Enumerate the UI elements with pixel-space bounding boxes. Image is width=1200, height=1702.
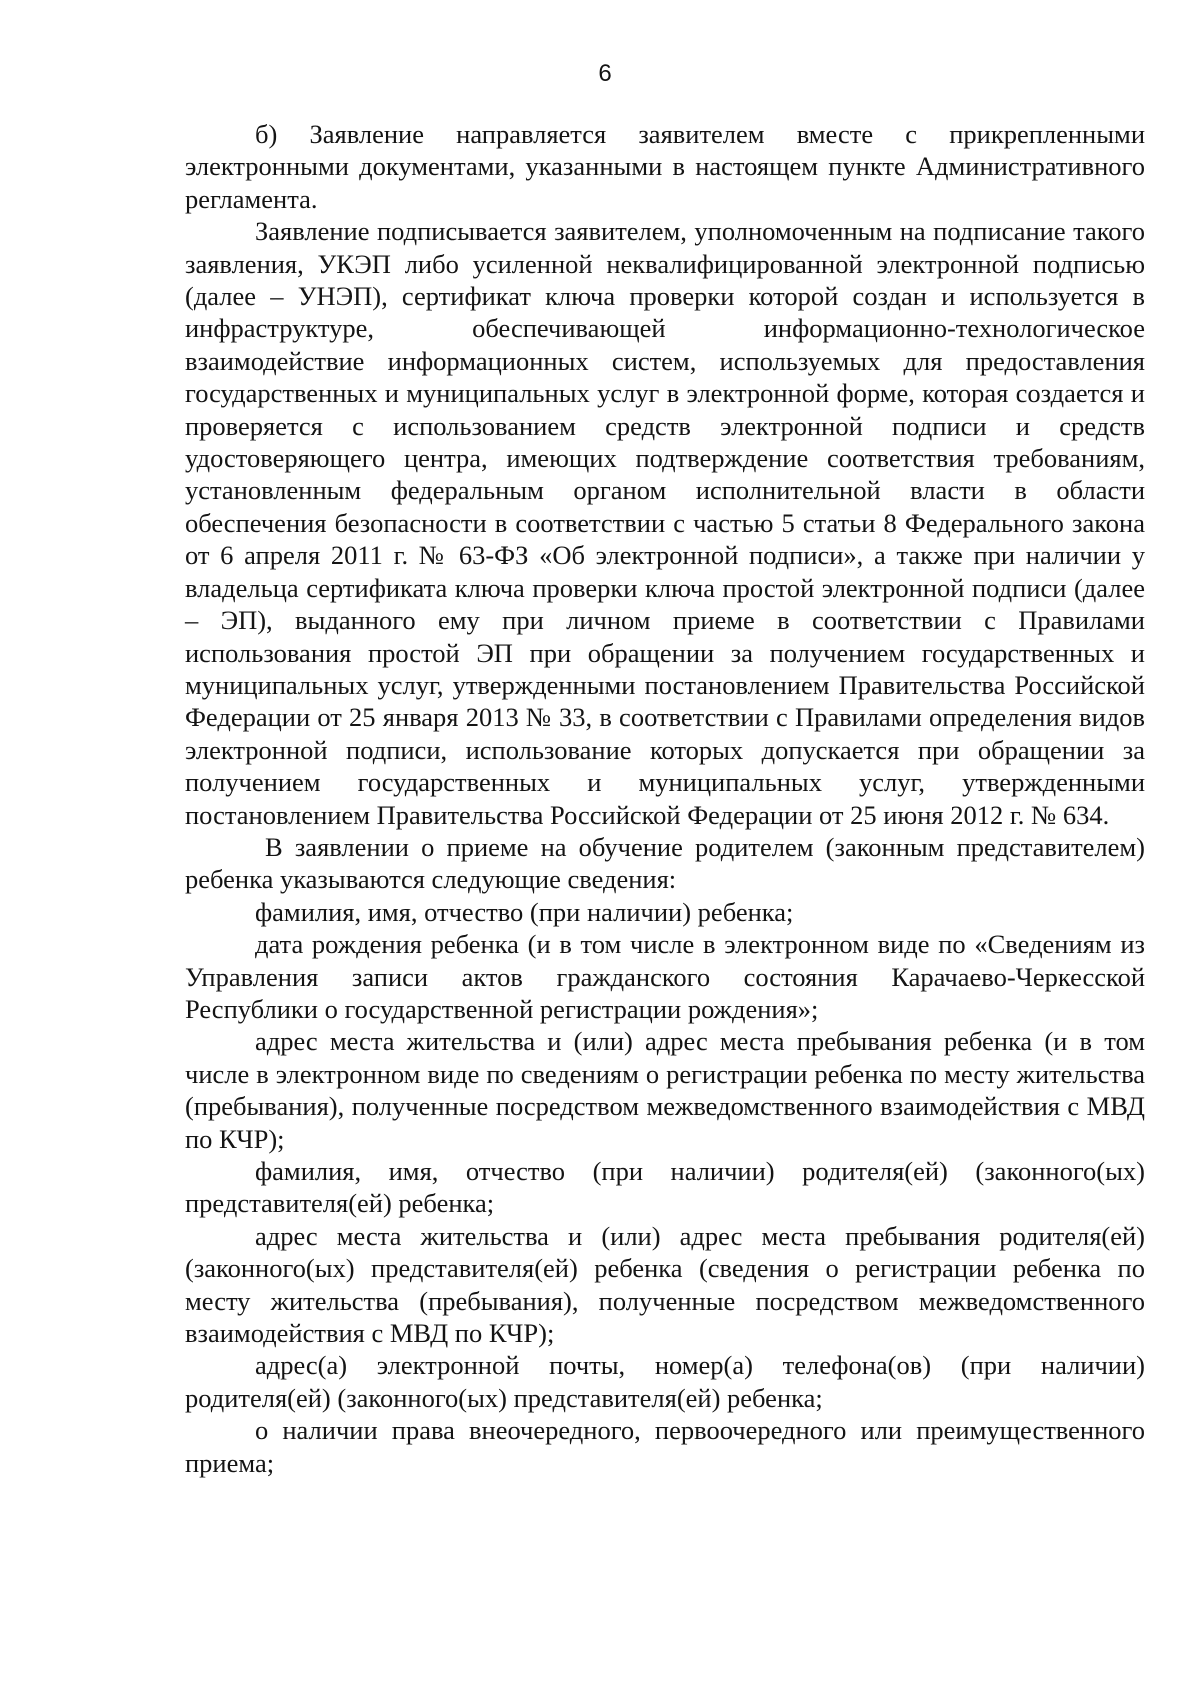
paragraph-application-submission: б) Заявление направляется заявителем вместе с прикрепленными электронными документами, указанными в настоящем пункте Административного регламента. xyxy=(185,119,1145,214)
list-item-admission-priority: о наличии права внеочередного, первоочередного или преимущественного приема; xyxy=(185,1415,1145,1478)
paragraph-application-contents: В заявлении о приеме на обучение родителем (законным представителем) ребенка указываются следующие сведения: xyxy=(185,831,1145,895)
list-item-parent-contacts: адрес(а) электронной почты, номер(а) телефона(ов) (при наличии) родителя(ей) (законного(ых) представителя(ей) ребенка; xyxy=(185,1350,1145,1413)
paragraph-electronic-signature: Заявление подписывается заявителем, уполномоченным на подписание такого заявления, УКЭП либо усиленной неквалифицированной электронной подписью (далее – УНЭП), сертификат ключа проверки которой создан и используется в инфраструктуре, обеспечивающей информационно-технологическое взаимодействие информационных систем, используемых для предоставления государственных и муниципальных услуг в электронной форме, которая создается и проверяется с использованием средств электронной подписи и средств удостоверяющего центра, имеющих подтверждение соответствия требованиям, установленным федеральным органом исполнительной власти в области обеспечения безопасности в соответствии с частью 5 статьи 8 Федерального закона от 6 апреля 2011 г. № 63-ФЗ «Об электронной подписи», а также при наличии у владельца сертификата ключа проверки ключа простой электронной подписи (далее – ЭП), выданного ему при личном приеме в соответствии с Правилами использования простой ЭП при обращении за получением государственных и муниципальных услуг, утвержденными постановлением Правительства Российской Федерации от 25 января 2013 № 33, в соответствии с Правилами определения видов электронной подписи, использование которых допускается при обращении за получением государственных и муниципальных услуг, утвержденными постановлением Правительства Российской Федерации от 25 июня 2012 г. № 634. xyxy=(185,216,1145,830)
page-number: 6 xyxy=(598,60,612,87)
document-body xyxy=(185,118,1145,1479)
list-item-child-name: фамилия, имя, отчество (при наличии) ребенка; xyxy=(255,896,794,927)
list-item-child-address: адрес места жительства и (или) адрес места пребывания ребенка (и в том числе в электронном виде по сведениям о регистрации ребенка по месту жительства (пребывания), полученные посредством межведомственного взаимодействия с МВД по КЧР); xyxy=(185,1026,1145,1154)
list-item-parent-address: адрес места жительства и (или) адрес места пребывания родителя(ей) (законного(ых) представителя(ей) ребенка (сведения о регистрации ребенка по месту жительства (пребывания), полученные посредством межведомственного взаимодействия с МВД по КЧР); xyxy=(185,1220,1145,1349)
list-item-parent-name: фамилия, имя, отчество (при наличии) родителя(ей) (законного(ых) представителя(ей) ребенка; xyxy=(185,1156,1145,1219)
list-item-child-birth-date: дата рождения ребенка (и в том числе в электронном виде по «Сведениям из Управления записи актов гражданского состояния Карачаево-Черкесской Республики о государственной регистрации рождения»; xyxy=(185,929,1145,1024)
